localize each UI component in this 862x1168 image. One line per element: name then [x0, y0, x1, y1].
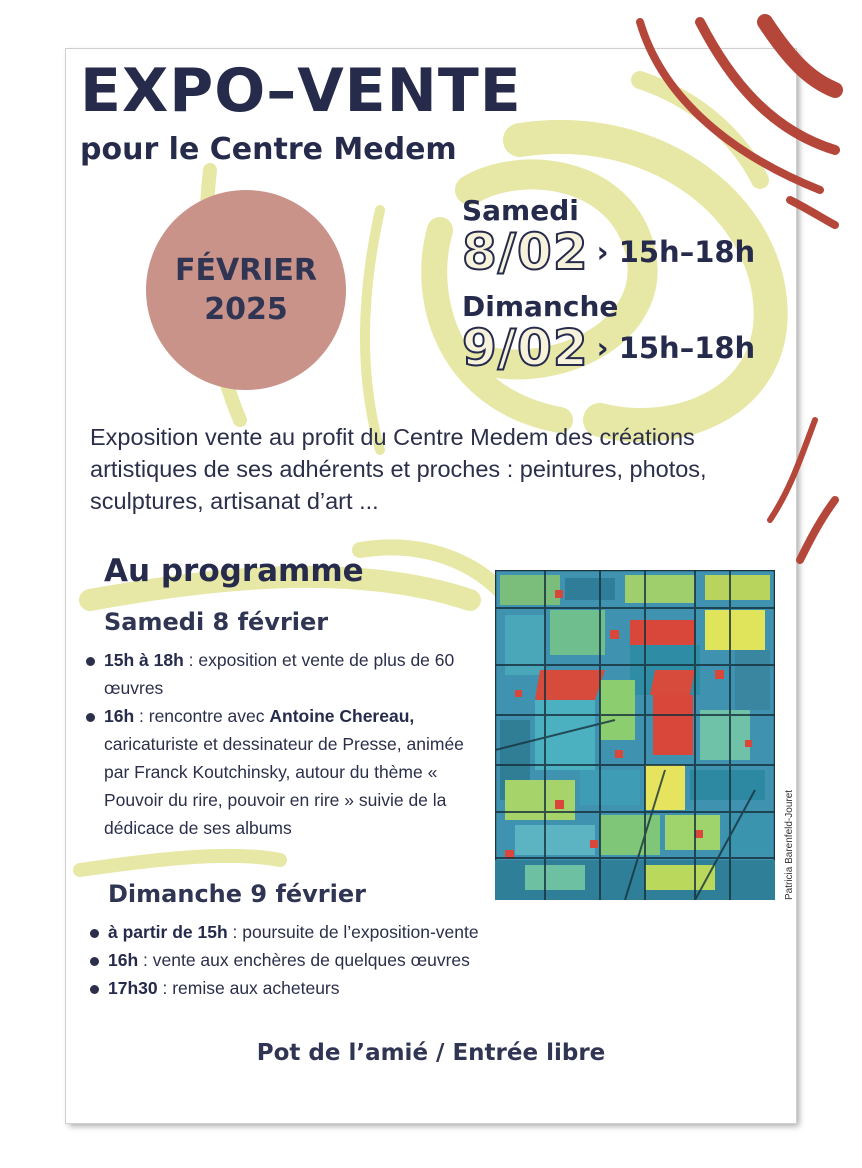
guest-name: Antoine Chereau, — [269, 706, 415, 726]
footer-text: Pot de l’amié / Entrée libre — [256, 1040, 606, 1066]
bullet-icon — [90, 957, 99, 966]
item-text: : vente aux enchères de quelques œuvres — [138, 950, 470, 970]
sunday-heading: Dimanche 9 février — [108, 880, 366, 908]
list-item — [90, 974, 590, 1002]
hours-label: › 15h–18h — [596, 235, 756, 269]
item-time: 15h à 18h — [104, 650, 184, 670]
month-badge — [146, 190, 346, 390]
saturday-heading-wrap — [104, 608, 328, 636]
list-item — [90, 946, 590, 974]
item-time: à partir de 15h — [108, 922, 228, 942]
item-time: 17h30 — [108, 978, 158, 998]
intro-text: Exposition vente au profit du Centre Medem des créations artistiques de ses adhérents et proches : peintures, photos, sculptures, artisanat d’art ... — [90, 424, 707, 514]
list-item — [90, 918, 590, 946]
big-date: 8/02 — [462, 223, 589, 281]
day-name: Dimanche — [462, 290, 619, 323]
day-name: Samedi — [462, 194, 579, 227]
saturday-heading: Samedi 8 février — [104, 608, 329, 636]
month-label: FÉVRIER — [174, 253, 318, 288]
year-label: 2025 — [204, 292, 288, 327]
list-item — [86, 646, 481, 702]
item-text-cont: caricaturiste et dessinateur de Presse, animée par Franck Koutchinsky, autour du thème « Pouvoir du rire, pouvoir en rire » suivie de la dédicace de ses albums — [104, 734, 464, 838]
bullet-icon — [90, 985, 99, 994]
sunday-list — [90, 918, 590, 1002]
artwork-painting — [495, 570, 775, 900]
item-text: : remise aux acheteurs — [157, 978, 340, 998]
item-text: : exposition et vente de plus de 60 œuvres — [104, 650, 455, 698]
artwork-image — [495, 570, 775, 900]
date-block-sunday — [462, 290, 755, 377]
programme-heading: Au programme — [104, 553, 364, 589]
item-text: : rencontre avec — [134, 706, 270, 726]
sunday-heading-wrap — [108, 880, 366, 908]
bullet-icon — [90, 929, 99, 938]
bullet-icon — [86, 713, 95, 722]
bullet-icon — [86, 657, 95, 666]
list-item — [86, 702, 481, 842]
item-time: 16h — [108, 950, 139, 970]
item-time: 16h — [104, 706, 135, 726]
poster-title: EXPO–VENTE — [80, 56, 522, 126]
big-date: 9/02 — [462, 319, 589, 377]
item-text: : poursuite de l’exposition-vente — [227, 922, 479, 942]
poster-subtitle: pour le Centre Medem — [80, 132, 457, 167]
artwork-credit: Patricia Barenfeld-Jouret — [784, 789, 795, 900]
hours-label: › 15h–18h — [596, 331, 756, 365]
saturday-list — [86, 646, 481, 842]
date-block-saturday — [462, 194, 755, 281]
